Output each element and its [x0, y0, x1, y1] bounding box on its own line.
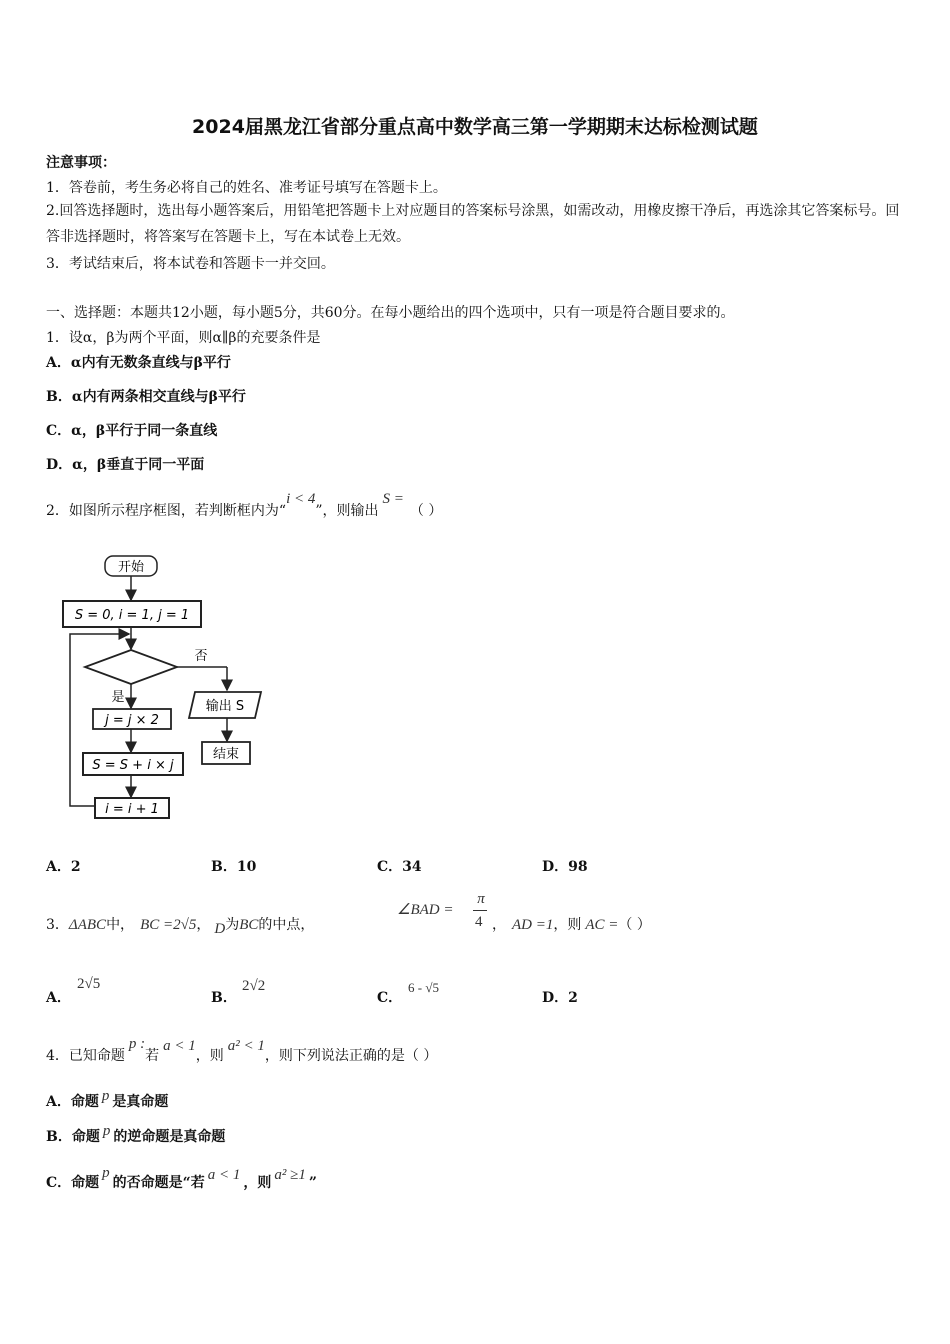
q4-option-b-tail: 的逆命题是真命题 — [113, 1129, 226, 1145]
q4-option-b-p: p — [102, 1123, 111, 1139]
q3-text-zhong: 中， — [106, 917, 135, 933]
q3-stem — [46, 914, 315, 937]
q3-ad-value: AD =1 — [512, 917, 554, 933]
q3-bc-label: BC — [239, 917, 259, 933]
q1-stem: 1．设α，β为两个平面，则α∥β的充要条件是 — [46, 330, 321, 346]
q4-option-c-then: ，则 — [243, 1175, 272, 1191]
q4-conclusion: a² < 1 — [227, 1038, 265, 1054]
flow-output-label: 输出 S — [205, 699, 245, 714]
q3-option-c-label: C． — [377, 990, 403, 1006]
flowchart — [45, 548, 285, 838]
q4-option-a — [46, 1088, 169, 1111]
q3-number: 3． — [46, 917, 69, 933]
q1-option-a: A．α内有无数条直线与β平行 — [46, 355, 231, 371]
q4-option-c — [46, 1165, 317, 1192]
q4-stem-a: 4．已知命题 — [46, 1048, 125, 1064]
q2-option-b: B．10 — [211, 859, 257, 875]
q3-bc-value: BC =2√5 — [140, 917, 197, 933]
q4-option-c-close: ” — [308, 1175, 317, 1191]
notice-item-2: 2.回答选择题时，选出每小题答案后，用铅笔把答题卡上对应题目的答案标号涂黑，如需改动，用橡皮擦干净后，再选涂其它答案标号。回答非选择题时，将答案写在答题卡上，写在本试卷上无效。 — [46, 203, 900, 245]
q3-ac-label: AC = — [585, 917, 619, 933]
q4-option-c-conclusion: a² ≥1 — [274, 1167, 306, 1183]
q3-four: 4 — [475, 914, 483, 930]
q3-sep: ， — [196, 917, 211, 933]
flow-step-1-label: j = j × 2 — [105, 713, 159, 728]
flow-no-label: 否 — [194, 649, 208, 664]
q1-option-d: D．α，β垂直于同一平面 — [46, 457, 205, 473]
q3-option-d: D．2 — [542, 990, 578, 1006]
q2-output: S = — [382, 491, 404, 507]
flow-decision — [85, 650, 177, 684]
flow-step-2-label: S = S + i × j — [92, 758, 174, 773]
q4-option-a-tail: 是真命题 — [112, 1094, 169, 1110]
q2-stem-b: ”，则输出 — [315, 503, 379, 519]
q3-point-d: D — [214, 921, 226, 937]
page-title: 2024届黑龙江省部分重点高中数学高三第一学期期末达标检测试题 — [192, 116, 758, 138]
q4-stem-b: ，则下列说法正确的是（ ） — [264, 1048, 438, 1064]
q4-option-c-condition: a < 1 — [207, 1167, 241, 1183]
q4-condition: a < 1 — [163, 1038, 196, 1054]
notice-item-3: 3．考试结束后，将本试卷和答题卡一并交回。 — [46, 256, 335, 272]
notice-item-1: 1．答卷前，考生务必将自己的姓名、准考证号填写在答题卡上。 — [46, 180, 447, 196]
q3-option-b-label: B． — [211, 990, 237, 1006]
q4-text-ruo: 若 — [145, 1048, 160, 1064]
q3-text-wei: 为 — [225, 917, 240, 933]
q3-pi: π — [477, 891, 485, 907]
flow-init-label: S = 0, i = 1, j = 1 — [74, 608, 190, 623]
q3-triangle: ΔABC — [68, 917, 107, 933]
q3-option-b-value: 2√2 — [242, 978, 266, 994]
q2-option-c: C．34 — [377, 859, 422, 875]
q3-text-then: ，则 — [553, 917, 582, 933]
q3-option-a-value: 2√5 — [77, 976, 101, 992]
q2-option-a: A．2 — [46, 859, 81, 875]
q2-option-d: D．98 — [542, 859, 588, 875]
q1-option-c: C．α，β平行于同一条直线 — [46, 423, 218, 439]
q4-option-c-text: C．命题 — [46, 1175, 100, 1191]
q4-option-c-p: p — [102, 1165, 110, 1181]
q4-stem — [46, 1036, 438, 1065]
q2-stem — [46, 491, 443, 520]
q4-option-a-p: p — [101, 1088, 110, 1104]
q1-option-b: B．α内有两条相交直线与β平行 — [46, 389, 246, 405]
q3-tail — [492, 914, 651, 934]
q3-option-c-value: 6 - √5 — [408, 980, 439, 995]
flow-start-label: 开始 — [117, 560, 145, 575]
q3-sep-2: ， — [492, 917, 506, 933]
q4-option-b — [46, 1123, 226, 1146]
flow-yes-label: 是 — [111, 690, 125, 705]
q3-paren: （ ） — [618, 917, 651, 933]
q3-option-a-label: A． — [46, 990, 71, 1006]
q3-text-midpoint: 的中点， — [258, 917, 315, 933]
flow-end-label: 结束 — [212, 747, 240, 762]
section-heading: 一、选择题：本题共12小题，每小题5分，共60分。在每小题给出的四个选项中，只有一项是符合题目要求的。 — [46, 305, 735, 321]
q4-option-b-text: B．命题 — [46, 1129, 100, 1145]
q4-option-c-mid: 的否命题是“若 — [112, 1175, 205, 1191]
q2-stem-a: 2．如图所示程序框图，若判断框内为“ — [46, 503, 287, 519]
flow-step-3-label: i = i + 1 — [105, 802, 159, 817]
q4-text-ze: ，则 — [195, 1048, 224, 1064]
q3-angle: ∠BAD = — [397, 902, 454, 918]
q2-condition: i < 4 — [286, 491, 316, 507]
q3-fraction-bar — [473, 910, 487, 911]
q2-paren: （ ） — [409, 503, 443, 519]
q4-p: p : — [128, 1036, 146, 1052]
q4-option-a-text: A．命题 — [46, 1094, 99, 1110]
notice-heading: 注意事项： — [46, 155, 116, 171]
